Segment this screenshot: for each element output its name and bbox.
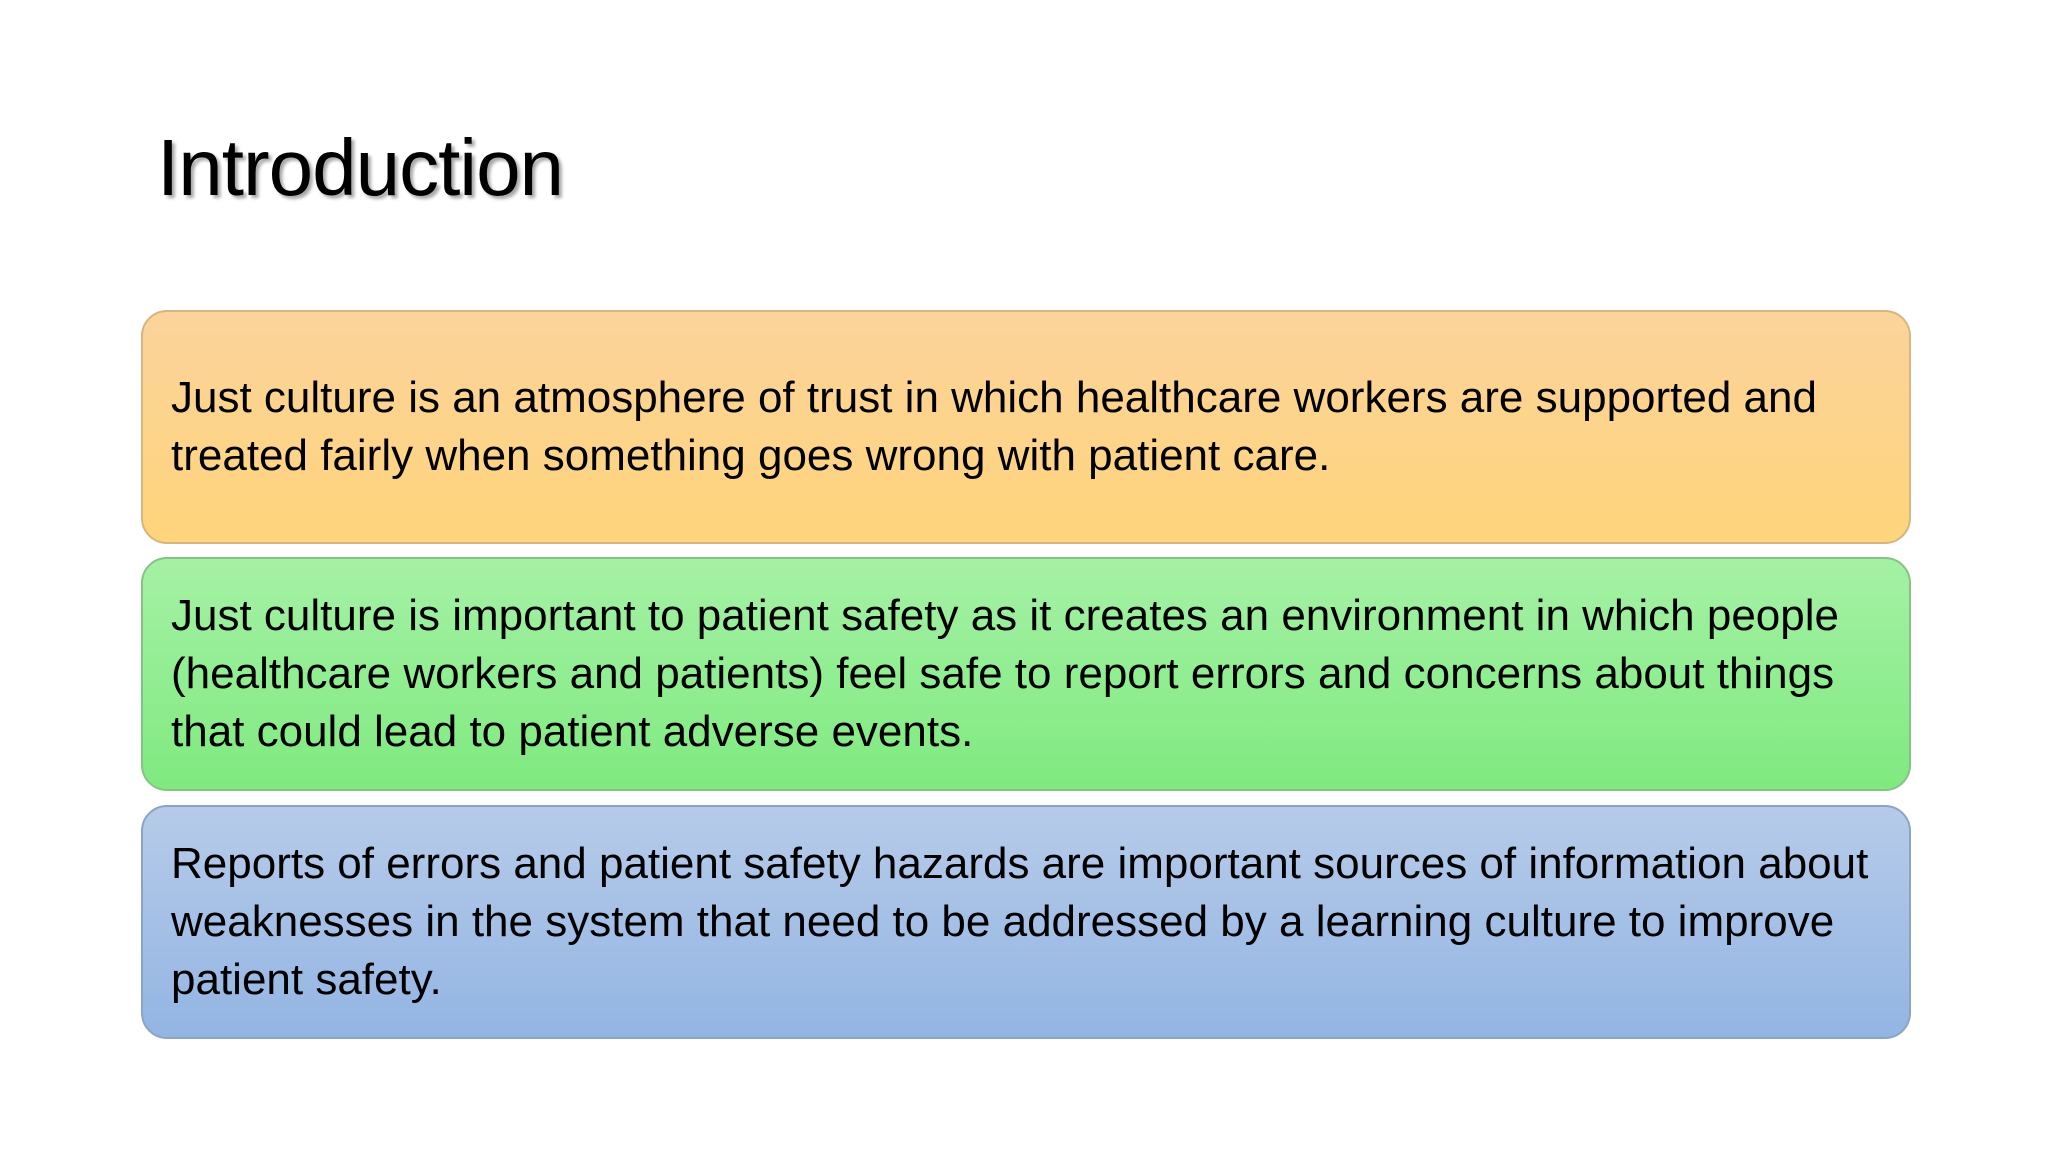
info-box-text: Just culture is an atmosphere of trust in which healthcare workers are supported and treated fairly when something goes wrong with patient care. bbox=[171, 373, 1817, 480]
info-box-just-culture-definition bbox=[141, 310, 1911, 544]
info-box-text: Just culture is important to patient safety as it creates an environment in which people (healthcare workers and patients) feel safe to report errors and concerns about things that could lead to patient adverse events. bbox=[171, 591, 1839, 756]
slide-title: Introduction bbox=[157, 123, 564, 212]
info-box-text: Reports of errors and patient safety hazards are important sources of information about weaknesses in the system that need to be addressed by a learning culture to improve patient safety. bbox=[171, 839, 1869, 1004]
info-box-patient-safety-importance bbox=[141, 557, 1911, 791]
info-box-error-reports bbox=[141, 805, 1911, 1039]
